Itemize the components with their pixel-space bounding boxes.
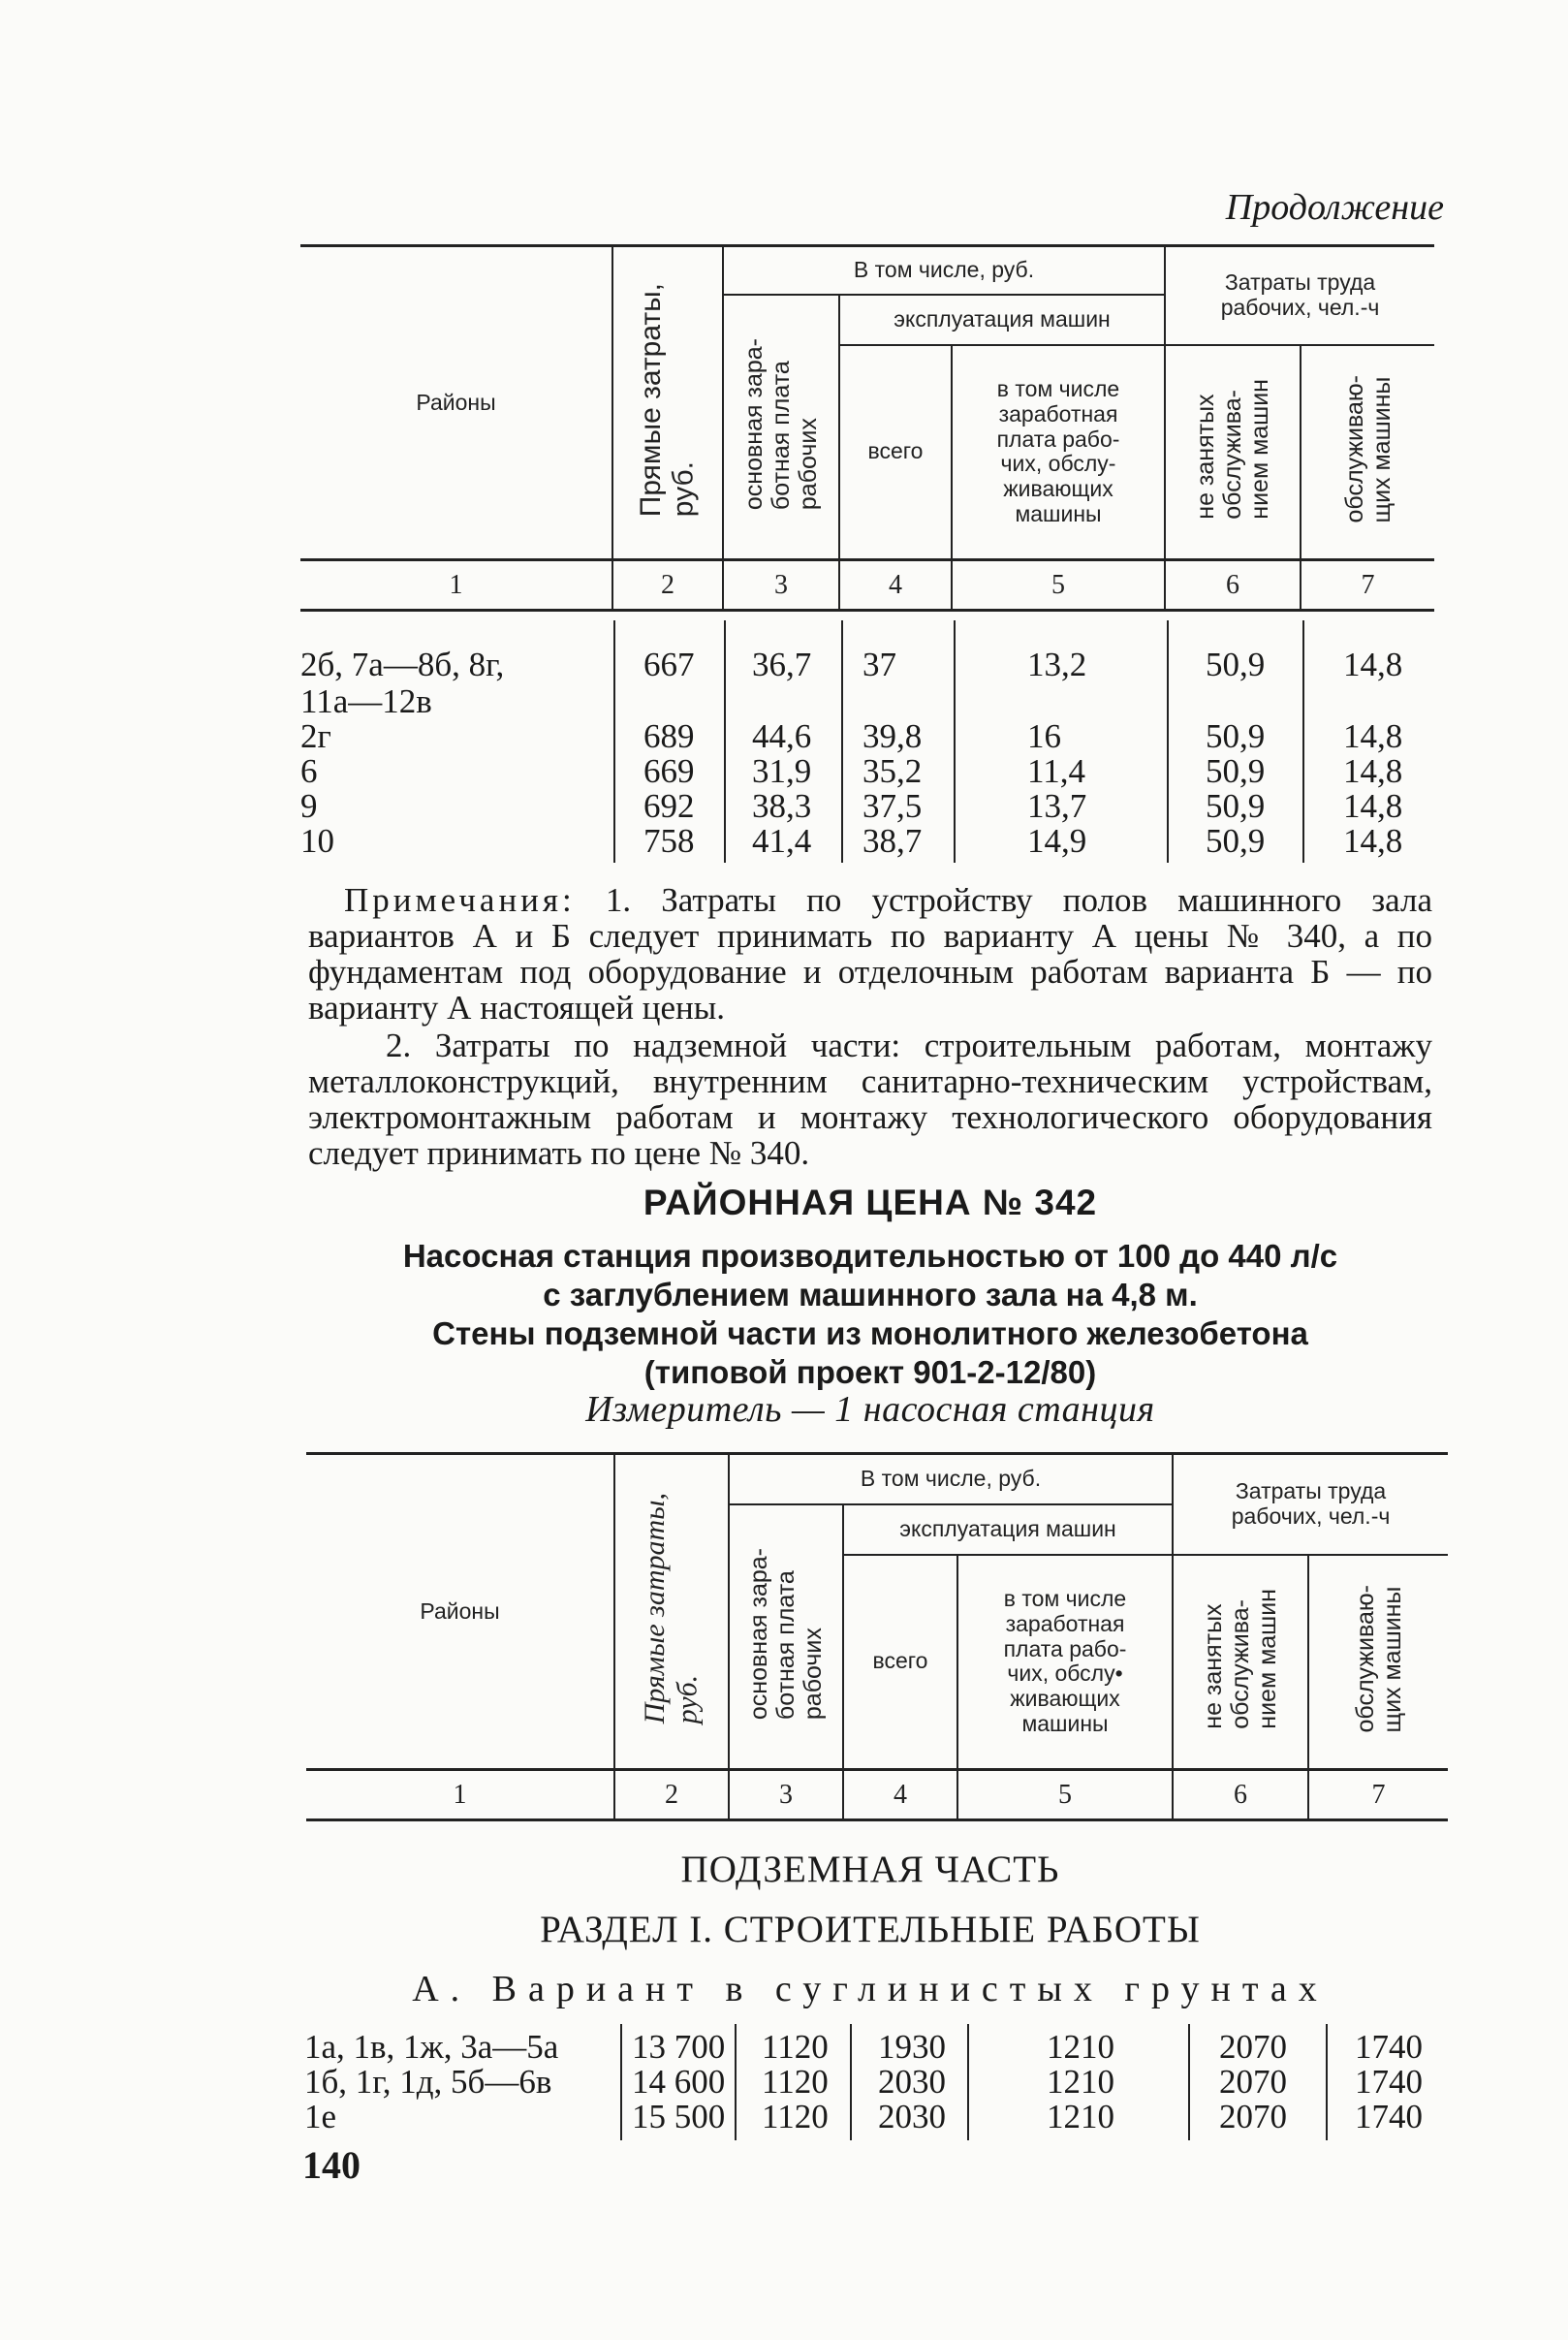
table-row (0, 2100, 1568, 2134)
table-row-continuation (0, 684, 1568, 719)
price-title-line-4: (типовой проект 901-2-12/80) (643, 1354, 1097, 1390)
col-number-1: 1 (306, 1770, 614, 1820)
table-row (0, 824, 1568, 859)
value-cell: 50,9 (1206, 822, 1266, 860)
price-title (308, 1237, 1432, 1392)
value-cell: 2030 (878, 2098, 946, 2135)
value-cell: 50,9 (1206, 787, 1266, 825)
variant-label: А. Вариант в суглинистых грунтах (412, 1969, 1329, 2009)
value-cell: 1740 (1355, 2098, 1423, 2135)
value-cell: 669 (643, 752, 695, 790)
col-header-zarplata: в том числе заработная плата рабо- чих, обслу• живающих машины (957, 1555, 1173, 1770)
group-header-ekspluatatsiya: эксплуатация машин (839, 295, 1165, 345)
value-cell: 37 (862, 646, 896, 683)
table-row (0, 648, 1568, 682)
table-row (0, 2065, 1568, 2100)
value-cell: 758 (643, 822, 695, 860)
value-cell: 14,9 (1027, 822, 1087, 860)
value-cell: 1120 (762, 2063, 829, 2101)
table1-header (300, 244, 1434, 612)
value-cell: 14 600 (632, 2063, 726, 2101)
value-cell: 1210 (1047, 2098, 1114, 2135)
value-cell: 38,7 (862, 822, 923, 860)
region-cell: 1е (304, 2098, 337, 2135)
price-title-line-2: с заглублением машинного зала на 4,8 м. (543, 1277, 1198, 1312)
region-cell: 11а—12в (300, 682, 432, 720)
col-number-5: 5 (952, 560, 1165, 611)
value-cell: 31,9 (752, 752, 812, 790)
region-cell: 9 (300, 787, 318, 825)
region-cell: 2б, 7а—8б, 8г, (300, 646, 505, 683)
region-cell: 2г (300, 717, 331, 755)
value-cell: 1120 (762, 2098, 829, 2135)
col-number-2: 2 (614, 1770, 729, 1820)
price-heading: РАЙОННАЯ ЦЕНА № 342 (643, 1183, 1098, 1222)
value-cell: 15 500 (632, 2098, 726, 2135)
value-cell: 2070 (1219, 2098, 1287, 2135)
col-header-obsluzhivayushchih: обслуживаю- щих машины (1301, 345, 1434, 560)
table-row (0, 719, 1568, 754)
value-cell: 14,8 (1343, 646, 1403, 683)
col-header-ne-zanyatyh: не занятых обслужива- нием машин (1165, 345, 1301, 560)
value-cell: 13,2 (1027, 646, 1087, 683)
value-cell: 1930 (878, 2028, 946, 2066)
value-cell: 38,3 (752, 787, 812, 825)
section-underground: ПОДЗЕМНАЯ ЧАСТЬ (680, 1849, 1060, 1890)
col-header-vsego: всего (839, 345, 952, 560)
value-cell: 2070 (1219, 2028, 1287, 2066)
value-cell: 667 (643, 646, 695, 683)
col-number-4: 4 (839, 560, 952, 611)
table2-header (306, 1452, 1448, 1821)
value-cell: 1210 (1047, 2063, 1114, 2101)
value-cell: 37,5 (862, 787, 923, 825)
notes-label: Примечания: (344, 881, 576, 919)
group-header-v-tom-chisle: В том числе, руб. (723, 246, 1165, 295)
col-header-rayony: Районы (300, 246, 612, 560)
value-cell: 1120 (762, 2028, 829, 2066)
region-cell: 1а, 1в, 1ж, 3а—5а (304, 2028, 559, 2066)
group-header-ekspluatatsiya: эксплуатация машин (843, 1504, 1173, 1555)
col-header-ne-zanyatyh: не занятых обслужива- нием машин (1173, 1555, 1308, 1770)
value-cell: 1740 (1355, 2028, 1423, 2066)
page-number: 140 (302, 2143, 361, 2187)
value-cell: 50,9 (1206, 752, 1266, 790)
group-header-zatraty-truda: Затраты труда рабочих, чел.-ч (1173, 1454, 1448, 1555)
value-cell: 16 (1027, 717, 1061, 755)
notes-block (308, 882, 1432, 1171)
value-cell: 692 (643, 787, 695, 825)
value-cell: 14,8 (1343, 787, 1403, 825)
price-title-line-1: Насосная станция производительностью от 100 до 440 л/с (402, 1238, 1338, 1274)
region-cell: 1б, 1г, 1д, 5б—6в (304, 2063, 552, 2101)
table-row (0, 789, 1568, 824)
value-cell: 1210 (1047, 2028, 1114, 2066)
col-number-6: 6 (1173, 1770, 1308, 1820)
value-cell: 2030 (878, 2063, 946, 2101)
value-cell: 1740 (1355, 2063, 1423, 2101)
col-header-obsluzhivayushchih: обслуживаю- щих машины (1308, 1555, 1448, 1770)
col-header-osnovnaya: основная зара- ботная плата рабочих (723, 295, 839, 560)
col-header-pryamye: Прямые затраты, руб. (612, 246, 723, 560)
col-number-7: 7 (1308, 1770, 1448, 1820)
measure-line: Измеритель — 1 насосная станция (585, 1389, 1155, 1430)
col-number-5: 5 (957, 1770, 1173, 1820)
price-title-line-3: Стены подземной части из монолитного железобетона (432, 1315, 1308, 1351)
note-2: 2. Затраты по надземной части: строительным работам, монтажу металлоконструкций, внутренним санитарно-техническим устройствам, электромонтажным работам и монтажу технологического оборудования следует принимать по цене № 340. (308, 1027, 1432, 1172)
continuation-label: Продолжение (1225, 187, 1444, 228)
value-cell: 41,4 (752, 822, 812, 860)
value-cell: 13 700 (632, 2028, 726, 2066)
col-number-2: 2 (612, 560, 723, 611)
value-cell: 689 (643, 717, 695, 755)
value-cell: 2070 (1219, 2063, 1287, 2101)
group-header-v-tom-chisle: В том числе, руб. (729, 1454, 1173, 1504)
value-cell: 50,9 (1206, 717, 1266, 755)
note-1-text: 1. Затраты по устройству полов машинного зала вариантов А и Б следует принимать по варианту А цены № 340, а по фундаментам под оборудование и отделочным работам варианта Б — по варианту А настоящей цены. (308, 881, 1432, 1027)
value-cell: 14,8 (1343, 822, 1403, 860)
region-cell: 6 (300, 752, 318, 790)
col-header-osnovnaya: основная зара- ботная плата рабочих (729, 1504, 843, 1770)
col-number-4: 4 (843, 1770, 957, 1820)
value-cell: 11,4 (1027, 752, 1085, 790)
value-cell: 50,9 (1206, 646, 1266, 683)
col-number-1: 1 (300, 560, 612, 611)
col-header-zarplata: в том числе заработная плата рабо- чих, обслу- живающих машины (952, 345, 1165, 560)
value-cell: 35,2 (862, 752, 923, 790)
col-header-vsego: всего (843, 1555, 957, 1770)
col-header-pryamye: Прямые затраты, руб. (614, 1454, 729, 1770)
value-cell: 14,8 (1343, 717, 1403, 755)
col-number-3: 3 (723, 560, 839, 611)
value-cell: 39,8 (862, 717, 923, 755)
value-cell: 14,8 (1343, 752, 1403, 790)
table-row (0, 2030, 1568, 2065)
value-cell: 44,6 (752, 717, 812, 755)
table-row (0, 754, 1568, 789)
value-cell: 13,7 (1027, 787, 1087, 825)
section-construction: РАЗДЕЛ I. СТРОИТЕЛЬНЫЕ РАБОТЫ (540, 1909, 1201, 1950)
region-cell: 10 (300, 822, 334, 860)
col-number-6: 6 (1165, 560, 1301, 611)
col-header-rayony: Районы (306, 1454, 614, 1770)
note-1 (308, 882, 1432, 1026)
group-header-zatraty-truda: Затраты труда рабочих, чел.-ч (1165, 246, 1434, 345)
col-number-7: 7 (1301, 560, 1434, 611)
value-cell: 36,7 (752, 646, 812, 683)
col-number-3: 3 (729, 1770, 843, 1820)
